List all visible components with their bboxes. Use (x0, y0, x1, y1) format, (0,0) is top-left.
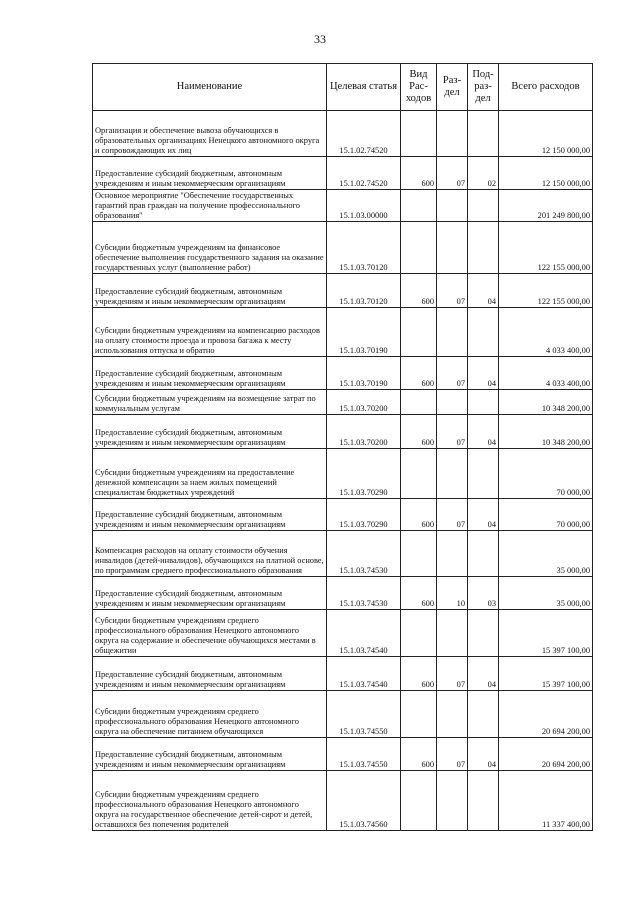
row-total: 201 249 800,00 (499, 190, 593, 222)
row-subsection: 04 (468, 657, 499, 691)
row-kind (401, 190, 437, 222)
row-total: 70 000,00 (499, 449, 593, 499)
table-row (93, 222, 593, 274)
row-kind (401, 449, 437, 499)
row-name: Организация и обеспечение вывоза обучающихся в образовательных организациях Ненецкого автономного округа и сопровождающих их лиц (93, 111, 327, 157)
table-row (93, 415, 593, 449)
row-section (437, 190, 468, 222)
header-name: Наименование (93, 64, 327, 111)
row-total: 70 000,00 (499, 499, 593, 531)
table-row (93, 577, 593, 610)
table-row (93, 357, 593, 390)
row-total: 11 337 400,00 (499, 771, 593, 831)
row-name: Субсидии бюджетным учреждениям на финансовое обеспечение выполнения государственного задания на оказание государственных услуг (выполнение работ) (93, 222, 327, 274)
row-target: 15.1.03.74540 (327, 610, 401, 657)
row-target: 15.1.03.00000 (327, 190, 401, 222)
row-section (437, 449, 468, 499)
row-total: 122 155 000,00 (499, 222, 593, 274)
row-section (437, 771, 468, 831)
row-subsection (468, 390, 499, 415)
row-target: 15.1.03.70190 (327, 308, 401, 357)
row-total: 20 694 200,00 (499, 691, 593, 738)
row-total: 122 155 000,00 (499, 274, 593, 308)
row-name: Основное мероприятие "Обеспечение государственных гарантий прав граждан на получение профессионального образования" (93, 190, 327, 222)
table-row (93, 390, 593, 415)
row-name: Предоставление субсидий бюджетным, автономным учреждениям и иным некоммерческим организациям (93, 357, 327, 390)
row-subsection (468, 531, 499, 577)
header-row (93, 64, 593, 111)
row-name: Субсидии бюджетным учреждениям среднего профессионального образования Ненецкого автономного округа на обеспечение питанием обучающихся (93, 691, 327, 738)
table-row (93, 157, 593, 190)
row-kind (401, 610, 437, 657)
header-expense-kind: Вид Рас- ходов (401, 64, 437, 111)
row-subsection: 04 (468, 415, 499, 449)
table-row (93, 738, 593, 771)
row-kind: 600 (401, 415, 437, 449)
row-subsection: 04 (468, 357, 499, 390)
row-section: 07 (437, 738, 468, 771)
row-section (437, 531, 468, 577)
table-row (93, 499, 593, 531)
row-kind (401, 390, 437, 415)
row-section (437, 390, 468, 415)
row-kind: 600 (401, 499, 437, 531)
table-row (93, 274, 593, 308)
row-section (437, 222, 468, 274)
row-kind (401, 222, 437, 274)
row-total: 20 694 200,00 (499, 738, 593, 771)
row-subsection: 02 (468, 157, 499, 190)
row-section: 07 (437, 499, 468, 531)
row-kind: 600 (401, 357, 437, 390)
row-target: 15.1.03.70190 (327, 357, 401, 390)
row-name: Предоставление субсидий бюджетным, автономным учреждениям и иным некоммерческим организациям (93, 157, 327, 190)
table-row (93, 531, 593, 577)
table-row (93, 111, 593, 157)
row-section: 07 (437, 357, 468, 390)
row-kind: 600 (401, 157, 437, 190)
row-subsection: 04 (468, 274, 499, 308)
row-subsection: 04 (468, 499, 499, 531)
header-total: Всего расходов (499, 64, 593, 111)
row-name: Субсидии бюджетным учреждениям среднего профессионального образования Ненецкого автономного округа на государственное обеспечение детей-сирот и детей, оставшихся без попечения родителей (93, 771, 327, 831)
row-name: Предоставление субсидий бюджетным, автономным учреждениям и иным некоммерческим организациям (93, 657, 327, 691)
row-name: Предоставление субсидий бюджетным, автономным учреждениям и иным некоммерческим организациям (93, 738, 327, 771)
row-target: 15.1.03.70290 (327, 499, 401, 531)
row-subsection (468, 449, 499, 499)
header-subsection: Под- раз- дел (468, 64, 499, 111)
row-kind (401, 111, 437, 157)
row-subsection (468, 691, 499, 738)
table-row (93, 610, 593, 657)
row-target: 15.1.03.70120 (327, 274, 401, 308)
row-kind: 600 (401, 738, 437, 771)
row-total: 10 348 200,00 (499, 390, 593, 415)
row-name: Субсидии бюджетным учреждениям на возмещение затрат по коммунальным услугам (93, 390, 327, 415)
row-section: 07 (437, 274, 468, 308)
row-total: 4 033 400,00 (499, 357, 593, 390)
header-section: Раз- дел (437, 64, 468, 111)
row-target: 15.1.03.70120 (327, 222, 401, 274)
row-total: 35 000,00 (499, 577, 593, 610)
row-total: 35 000,00 (499, 531, 593, 577)
row-total: 15 397 100,00 (499, 657, 593, 691)
row-kind (401, 691, 437, 738)
row-total: 12 150 000,00 (499, 111, 593, 157)
row-target: 15.1.03.74540 (327, 657, 401, 691)
row-total: 10 348 200,00 (499, 415, 593, 449)
row-name: Предоставление субсидий бюджетным, автономным учреждениям и иным некоммерческим организациям (93, 499, 327, 531)
row-section (437, 308, 468, 357)
table-row (93, 190, 593, 222)
row-name: Компенсация расходов на оплату стоимости обучения инвалидов (детей-инвалидов), обучающихся на платной основе, по программам среднего профессионального образования (93, 531, 327, 577)
row-total: 4 033 400,00 (499, 308, 593, 357)
row-total: 12 150 000,00 (499, 157, 593, 190)
row-target: 15.1.03.74560 (327, 771, 401, 831)
row-target: 15.1.03.70290 (327, 449, 401, 499)
row-name: Субсидии бюджетным учреждениям на предоставление денежной компенсации за наем жилых помещений специалистам бюджетных учреждений (93, 449, 327, 499)
row-section: 10 (437, 577, 468, 610)
row-kind: 600 (401, 274, 437, 308)
table-row (93, 657, 593, 691)
table-row (93, 771, 593, 831)
row-kind (401, 771, 437, 831)
row-subsection: 03 (468, 577, 499, 610)
row-section: 07 (437, 415, 468, 449)
table-body (93, 111, 593, 831)
row-subsection (468, 771, 499, 831)
table-row (93, 308, 593, 357)
row-subsection (468, 222, 499, 274)
row-target: 15.1.03.74530 (327, 577, 401, 610)
row-subsection (468, 190, 499, 222)
row-target: 15.1.02.74520 (327, 157, 401, 190)
row-target: 15.1.03.74530 (327, 531, 401, 577)
row-kind: 600 (401, 577, 437, 610)
row-total: 15 397 100,00 (499, 610, 593, 657)
row-name: Субсидии бюджетным учреждениям среднего профессионального образования Ненецкого автономного округа на содержание и обеспечение обучающихся местами в общежитии (93, 610, 327, 657)
row-name: Предоставление субсидий бюджетным, автономным учреждениям и иным некоммерческим организациям (93, 577, 327, 610)
header-target-article: Целевая статья (327, 64, 401, 111)
budget-table (92, 63, 593, 831)
row-kind (401, 531, 437, 577)
row-kind: 600 (401, 657, 437, 691)
row-name: Предоставление субсидий бюджетным, автономным учреждениям и иным некоммерческим организациям (93, 274, 327, 308)
page-number: 33 (314, 32, 326, 46)
row-target: 15.1.02.74520 (327, 111, 401, 157)
row-subsection: 04 (468, 738, 499, 771)
row-section: 07 (437, 657, 468, 691)
row-target: 15.1.03.70200 (327, 415, 401, 449)
row-name: Предоставление субсидий бюджетным, автономным учреждениям и иным некоммерческим организациям (93, 415, 327, 449)
row-section (437, 610, 468, 657)
row-section (437, 111, 468, 157)
row-target: 15.1.03.70200 (327, 390, 401, 415)
row-target: 15.1.03.74550 (327, 738, 401, 771)
row-section: 07 (437, 157, 468, 190)
table-row (93, 449, 593, 499)
row-target: 15.1.03.74550 (327, 691, 401, 738)
row-section (437, 691, 468, 738)
row-name: Субсидии бюджетным учреждениям на компенсацию расходов на оплату стоимости проезда и провоза багажа к месту использования отпуска и обратно (93, 308, 327, 357)
row-subsection (468, 111, 499, 157)
table-row (93, 691, 593, 738)
row-subsection (468, 308, 499, 357)
row-kind (401, 308, 437, 357)
row-subsection (468, 610, 499, 657)
